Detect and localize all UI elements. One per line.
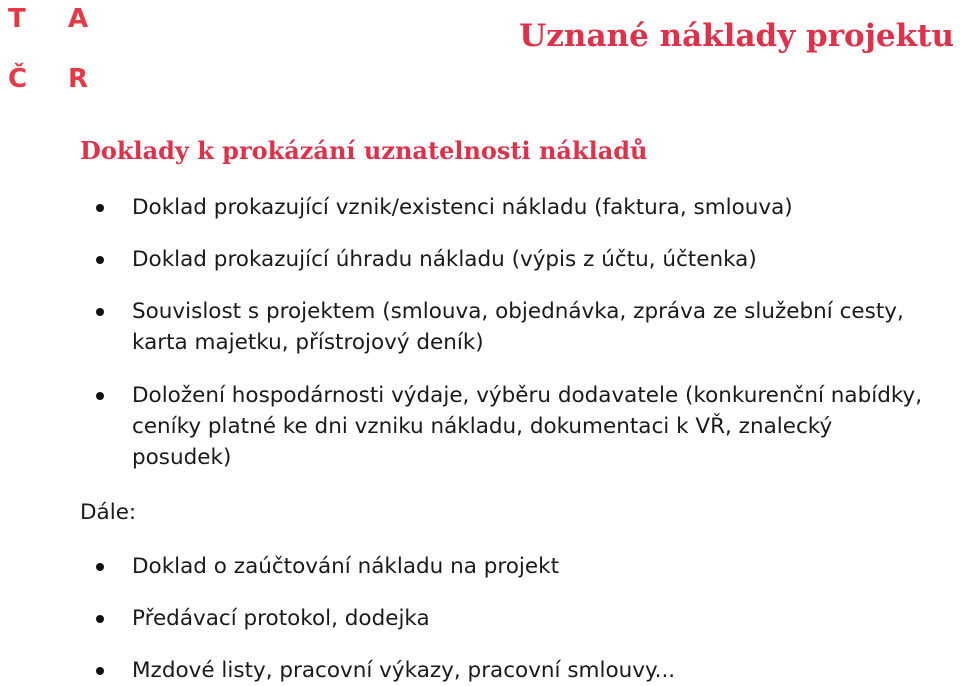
bullet-icon: [96, 667, 104, 675]
logo-letter-r: R: [68, 64, 89, 94]
list-item: [132, 551, 559, 582]
list-item-line: Doklad o zaúčtování nákladu na projekt: [132, 554, 559, 579]
list-item: [132, 244, 757, 275]
logo-letter-t: T: [8, 4, 26, 34]
list-item: [132, 296, 904, 358]
page-title: Uznané náklady projektu: [519, 18, 954, 54]
bullet-icon: [96, 615, 104, 623]
list-item-line: Doklad prokazující vznik/existenci nákladu (faktura, smlouva): [132, 195, 793, 220]
list-item: [132, 192, 793, 223]
logo-letter-c: Č: [8, 64, 28, 94]
list-item-line: Souvislost s projektem (smlouva, objednávka, zpráva ze služební cesty,: [132, 299, 904, 324]
bullet-icon: [96, 204, 104, 212]
list-item-line: Mzdové listy, pracovní výkazy, pracovní smlouvy...: [132, 658, 676, 683]
dale-label: Dále:: [80, 500, 137, 525]
bullet-icon: [96, 308, 104, 316]
list-item: [132, 380, 922, 473]
list-item-line: Předávací protokol, dodejka: [132, 606, 430, 631]
list-item-line: Doklad prokazující úhradu nákladu (výpis z účtu, účtenka): [132, 247, 757, 272]
bullet-icon: [96, 563, 104, 571]
list-item-line: ceníky platné ke dni vzniku nákladu, dokumentaci k VŘ, znalecký: [132, 414, 833, 439]
logo-letter-a: A: [68, 4, 89, 34]
bullet-icon: [96, 392, 104, 400]
list-item-line: posudek): [132, 445, 232, 470]
list-item: [132, 603, 430, 634]
list-item-line: Doložení hospodárnosti výdaje, výběru dodavatele (konkurenční nabídky,: [132, 383, 923, 408]
list-item: [132, 655, 675, 686]
bullet-icon: [96, 256, 104, 264]
list-item-line: karta majetku, přístrojový deník): [132, 330, 484, 355]
section-heading: Doklady k prokázání uznatelnosti nákladů: [80, 136, 648, 165]
